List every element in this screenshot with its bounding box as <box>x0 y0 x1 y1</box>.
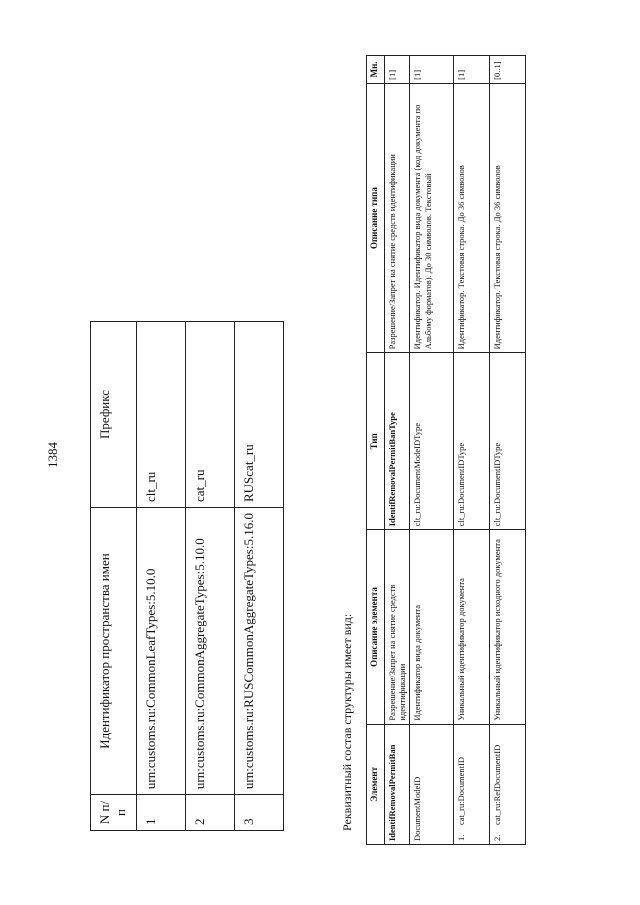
row-element-desc: Уникальный идентификатор документа <box>454 530 490 724</box>
header-mult: Мн. <box>367 56 385 84</box>
row-element-desc: Идентификатор вида документа <box>410 530 454 724</box>
row-element-text: DocumentModeID <box>412 776 423 841</box>
row-type: IdentifRemovalPermitBanType <box>385 353 410 530</box>
row-type-desc: Идентификатор. Идентификатор вида документа (код документа по Альбому форматов). До 30 символов. Текстовый <box>410 83 454 353</box>
row-namespace: urn:customs.ru:CommonAggregateTypes:5.10.0 <box>185 508 234 795</box>
page-number: 1384 <box>45 442 60 468</box>
row-element-text: cat_ru:DocumentID <box>456 757 467 825</box>
table-row <box>454 56 490 845</box>
row-type-desc: Идентификатор. Текстовая строка. До 36 символов <box>454 83 490 353</box>
row-element <box>410 724 454 844</box>
row-mult: [0..1] <box>490 56 526 84</box>
row-element <box>490 724 526 844</box>
row-num: 3 <box>234 795 283 831</box>
row-type: clt_ru:DocumentModeIDType <box>410 353 454 530</box>
row-number: 2. <box>492 834 503 841</box>
row-prefix: RUScat_ru <box>234 322 283 508</box>
row-type: clt_ru:DocumentIDType <box>454 353 490 530</box>
row-element-desc: Разрешение/Запрет на снятие средств идентификации <box>385 530 410 724</box>
header-type: Тип <box>367 353 385 530</box>
row-namespace: urn:customs.ru:RUSCommonAggregateTypes:5.16.0 <box>234 508 283 795</box>
row-mult: [1] <box>454 56 490 84</box>
requisite-table <box>366 55 526 845</box>
row-element-text: cat_ru:RefDocumentID <box>492 744 503 825</box>
row-element <box>454 724 490 844</box>
row-element <box>385 724 410 844</box>
table-row <box>234 322 283 831</box>
row-mult: [1] <box>410 56 454 84</box>
header-type-desc: Описание типа <box>367 83 385 353</box>
header-element-desc: Описание элемента <box>367 530 385 724</box>
table-row <box>385 56 410 845</box>
row-element-text: IdentifRemovalPermitBan <box>387 744 397 841</box>
row-type: clt_ru:DocumentIDType <box>490 353 526 530</box>
intro-text: Реквизитный состав структуры имеет вид: <box>340 613 354 831</box>
table-row <box>185 322 234 831</box>
header-num: N п/п <box>91 795 137 831</box>
row-mult: [1] <box>385 56 410 84</box>
row-type-desc: Идентификатор. Текстовая строка. До 36 символов <box>490 83 526 353</box>
row-namespace: urn:customs.ru:CommonLeafTypes:5.10.0 <box>136 508 185 795</box>
table-row <box>490 56 526 845</box>
row-element-desc: Уникальный идентификатор исходного документа <box>490 530 526 724</box>
row-prefix: clt_ru <box>136 322 185 508</box>
namespace-table-header <box>91 322 137 831</box>
header-prefix: Префикс <box>91 322 137 508</box>
row-num: 1 <box>136 795 185 831</box>
row-prefix: cat_ru <box>185 322 234 508</box>
header-namespace: Идентификатор пространства имен <box>91 508 137 795</box>
requisite-table-header <box>367 56 385 845</box>
row-number: 1. <box>456 834 467 841</box>
header-element: Элемент <box>367 724 385 844</box>
table-row <box>410 56 454 845</box>
row-type-desc: Разрешение/Запрет на снятие средств идентификации <box>385 83 410 353</box>
table-row <box>136 322 185 831</box>
namespace-table <box>90 321 284 831</box>
row-num: 2 <box>185 795 234 831</box>
